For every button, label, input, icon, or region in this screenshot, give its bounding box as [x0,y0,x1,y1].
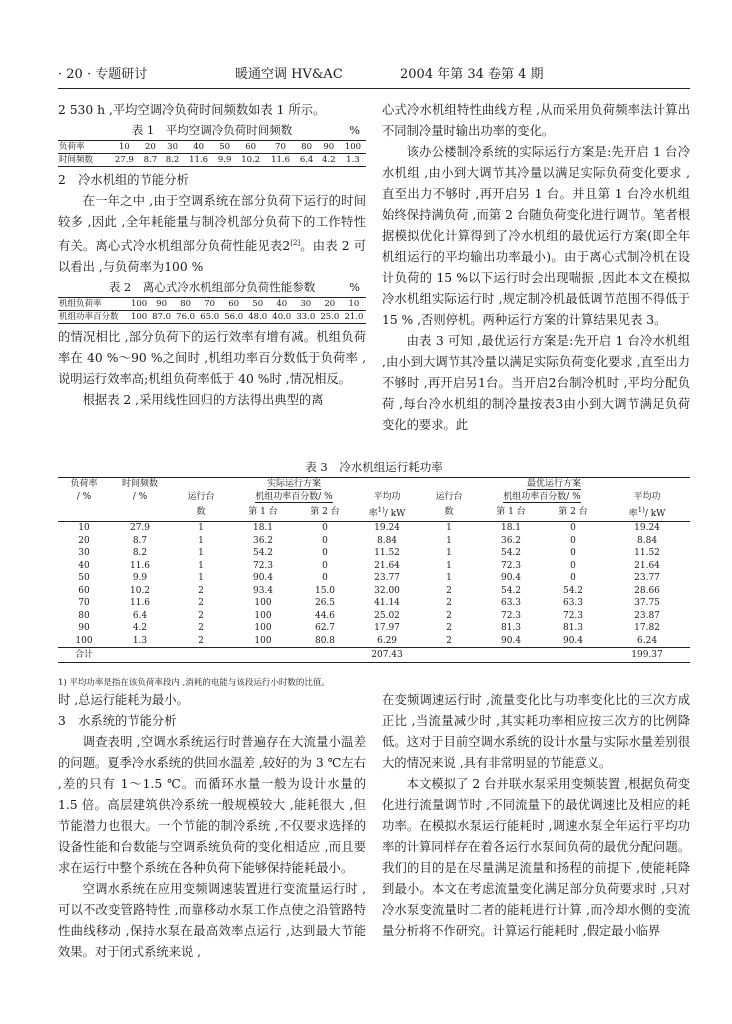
table-cell: 56.0 [222,311,246,324]
table-cell: 11.6 [184,154,214,167]
table-cell: 54.2 [500,585,522,596]
table-cell: 10 [342,298,366,311]
table-cell: 60 [222,298,246,311]
table3-header: 第 2 台 [542,504,604,522]
table-cell: 36.2 [500,535,522,546]
table3-header: 运行台 [187,492,215,502]
running-header [58,63,688,87]
table-cell: 100 [254,623,272,633]
table-cell: 100 [75,635,93,646]
table-cell: 4.2 [318,154,340,167]
table-cell: 20 [78,535,90,546]
table3-total-label: 合计 [58,648,110,663]
paragraph: 2 530 h ,平均空调冷负荷时间频数如表 1 所示。 [58,103,326,117]
table-cell: 70 [198,298,222,311]
table3-header: 率$^{1)}$/ kW [356,504,418,522]
table-cell: 21.0 [342,311,366,324]
table2 [58,297,366,324]
table-cell: 1 [446,548,452,558]
table-cell: 1 [446,523,452,533]
table-cell: 20 [318,298,342,311]
table-cell: 37.75 [634,598,660,608]
table-cell: 11.52 [374,548,400,558]
table-cell: 23.87 [634,610,660,621]
table-cell: 11.52 [634,548,660,558]
table-cell: 50 [78,573,90,583]
table-cell: 8.84 [376,535,398,546]
table-cell: 72.3 [562,610,584,621]
table-cell: 8.7 [139,154,161,167]
table-cell: 21.64 [634,560,660,571]
table-cell: 54.2 [500,548,522,558]
table-cell: 11.6 [129,560,151,571]
table-cell: 1 [198,523,204,533]
section-heading: 3 水系统的节能分析 [58,714,177,728]
table-cell: 2 [198,598,204,608]
table-row [58,585,690,598]
table-cell: 100 [254,635,272,646]
table1-row [58,154,366,167]
table-cell: 0 [322,523,328,533]
table3-footnote: 1) 平均功率是指在该负荷率段内 ,消耗的电能与该段运行小时数的比值。 [58,678,330,688]
table-row [58,572,690,585]
table1-row [58,141,366,154]
table-cell: 26.5 [314,598,336,608]
table-cell: 100 [254,598,272,608]
table3-header: 平均功 [373,492,401,502]
table-cell: 18.1 [500,523,522,533]
table-cell: 15.0 [314,585,336,596]
table-cell: 80 [78,610,90,621]
table-cell: 23.77 [634,573,660,583]
table-cell: 81.3 [500,623,522,633]
table-cell: 25.0 [318,311,342,324]
table3-header: 负荷率 [58,478,110,492]
table-cell: 40 [78,560,90,571]
table-cell: 30 [78,548,90,558]
table3-wrapper [58,477,690,663]
issue-info: 2004 年第 34 卷第 4 期 [400,67,544,82]
table-cell: 60 [78,585,90,596]
table-cell: 1 [198,573,204,583]
table-cell: 0 [322,573,328,583]
table-cell: 6.24 [637,635,658,646]
table-cell: 90.4 [562,635,584,646]
row-label: 时间频数 [58,154,109,167]
section-heading: 2 冷水机组的节能分析 [58,173,189,187]
table-cell: 2 [446,585,452,596]
table-cell: 30 [294,298,318,311]
table-cell: 28.66 [634,585,660,596]
table3-total-actual: 207.43 [356,648,418,663]
table-cell: 54.2 [252,548,274,558]
table-cell: 90.4 [500,573,522,583]
table-cell: 100 [129,311,150,324]
left-column-top [58,100,366,411]
table-cell: 65.0 [198,311,222,324]
table3-header: 实际运行方案 [267,479,322,489]
table-cell: 8.2 [161,154,183,167]
table-cell: 80.8 [314,635,336,646]
table-cell: 27.9 [109,154,139,167]
table-cell: 2 [446,635,452,646]
table-cell: 60 [236,141,266,154]
table-cell: 0 [570,535,576,546]
table-row [58,535,690,548]
table-cell: 76.0 [174,311,198,324]
table-cell: 63.3 [562,598,584,608]
table-cell: 90.4 [252,573,274,583]
table-cell: 1 [198,535,204,546]
table-cell: 9.9 [132,573,148,583]
table-cell: 90 [150,298,174,311]
table-cell: 21.64 [374,560,400,571]
table-cell: 23.77 [374,573,400,583]
table-cell: 2 [198,623,204,633]
table-row [58,610,690,623]
table3-header: 最优运行方案 [527,479,582,489]
table3-header: 数 [418,504,480,522]
table-cell: 90.4 [500,635,522,646]
paragraph: 调查表明 ,空调水系统运行时普遍存在大流量小温差的问题。夏季冷水系统的供回水温差 ,较好的为 3 ℃左右 ,差的只有 1～1.5 ℃。而循环水量一般为设计水量的 1.5 倍。高层建筑供冷系统一般规模较大 ,能耗很大 ,但节能潜力也很大。一个节能的制冷系统 ,不仅要求选择的设备性能和台数能与空调系统负荷的变化相适应 ,而且要求在运行中整个系统在各种负荷下能够保持能耗最小。 [58,735,366,875]
table-cell: 19.24 [634,523,660,533]
table2-caption: 表 2 离心式冷水机组部分负荷性能参数 % [108,280,360,295]
table-cell: 100 [254,610,272,621]
table-cell: 40 [270,298,294,311]
table-cell: 87.0 [150,311,174,324]
paragraph: 在变频调速运行时 ,流量变化比与功率变化比的三次方成正比 ,当流量减少时 ,其实耗功率相应按三次方的比例降低。这对于目前空调水系统的设计水量与实际水量差别很大的情况来说 ,具有非常明显的节能意义。 [382,693,690,770]
table-cell: 1.3 [132,635,148,646]
table3-total-opt: 199.37 [604,648,690,663]
table-cell: 2 [198,635,204,646]
table-cell: 93.4 [252,585,274,596]
paragraph: 由表 3 可知 ,最优运行方案是:先开启 1 台冷水机组 ,由小到大调节其冷量以满足实际负荷变化要求 ,直至出力不够时 ,再开启另1台。当开启2台制冷机时 ,平均分配负荷 ,每台冷水机组的制冷量按表3由小到大调节满足负荷变化的要求。此 [382,334,690,432]
table-cell: 41.14 [374,598,400,608]
table-cell: 11.6 [129,598,151,608]
table-cell: 70 [266,141,296,154]
paragraph: 的情况相比 ,部分负荷下的运行效率有增有减。机组负荷率在 40 %～90 %之间时 ,机组功率百分数低于负荷率 ,说明运行效率高;机组负荷率低于 40 %时 ,情况相反。 [58,330,366,387]
table3-header: 机组功率百分数/ % [503,492,581,502]
paragraph: 本文模拟了 2 台并联水泵采用变频装置 ,根据负荷变化进行流量调节时 ,不同流量下的最优调速比及相应的耗功率。在模拟水泵运行能耗时 ,调速水泵全年运行平均功率的计算同样存在着各运行水泵间负荷的最优分配问题。我们的目的是在尽量满足流量和扬程的前提下 ,使能耗降到最小。本文在考虑流量变化满足部分负荷要求时 ,只对冷水泵变流量时二者的能耗进行计算 ,而冷却水侧的变流量分析将不作研究。计算运行能耗时 ,假定最小临界 [382,777,690,938]
table-cell: 10 [109,141,139,154]
table-cell: 80 [296,141,318,154]
table-cell: 6.4 [296,154,318,167]
table-cell: 19.24 [374,523,400,533]
table3-header: 机组功率百分数/ % [255,492,333,502]
paragraph: 时 ,总运行能耗为最小。 [58,693,189,707]
table-cell: 0 [322,560,328,571]
table-cell: 2 [446,610,452,621]
table-cell: 2 [446,598,452,608]
table-cell: 72.3 [252,560,274,571]
table-cell: 1.3 [340,154,366,167]
table-cell: 50 [246,298,270,311]
table-cell: 100 [129,298,150,311]
paragraph: 根据表 2 ,采用线性回归的方法得出典型的离 [82,393,324,408]
table-cell: 0 [570,560,576,571]
table-cell: 0 [322,548,328,558]
table-row [58,622,690,635]
table-cell: 27.9 [129,523,151,533]
right-column-top [382,100,690,436]
table3-header: 运行台 [435,492,463,502]
table-cell: 36.2 [252,535,274,546]
table-row [58,560,690,573]
table-cell: 10 [78,523,90,533]
table-cell: 9.9 [214,154,236,167]
table2-row [58,298,366,311]
table-cell: 6.29 [376,635,398,646]
table-cell: 50 [214,141,236,154]
paragraph: 该办公楼制冷系统的实际运行方案是:先开启 1 台冷水机组 ,由小到大调节其冷量以满足实际负荷变化要求 ,直至出力不够时 ,再开启另 1 台。并且第 1 台冷水机组始终保持满负荷 ,而第 2 台随负荷变化进行调节。笔者根据模拟优化计算得到了冷水机组的最优运行方案(即全年机组运行的平均输出功率最小)。由于离心式制冷机在设计负荷的 15 %以下运行时会出现喘振 ,因此本文在模拟冷水机组实际运行时 ,规定制冷机最低调节范围不得低于15 % ,否则停机。两种运行方案的计算结果见表 3。 [382,145,690,327]
header-rule [58,88,690,89]
table-cell: 2 [198,610,204,621]
table-cell: 1 [446,560,452,571]
table-cell: 10.2 [129,585,151,596]
table-cell: 18.1 [252,523,274,533]
page-number-section: · 20 · 专题研讨 [58,67,148,82]
table-cell: 90 [78,623,90,633]
table-cell: 80 [174,298,198,311]
table3 [58,477,690,663]
table-cell: 1 [446,573,452,583]
table3-header: 时间频数 [110,478,170,492]
table-cell: 8.2 [132,548,148,558]
table-cell: 0 [322,535,328,546]
table-cell: 1 [198,560,204,571]
left-column-bottom [58,690,366,963]
table-row [58,635,690,648]
table-cell: 17.82 [634,623,660,633]
table3-header: / % [76,492,92,502]
table3-header: 第 2 台 [294,504,356,522]
table-cell: 8.84 [637,535,658,546]
table-cell: 54.2 [562,585,584,596]
table-cell: 20 [139,141,161,154]
table-cell: 11.6 [266,154,296,167]
table-cell: 1 [198,548,204,558]
table-cell: 72.3 [500,560,522,571]
table2-row [58,311,366,324]
table-cell: 6.4 [132,610,148,621]
table-cell: 25.02 [374,610,400,621]
table-cell: 100 [340,141,366,154]
table-cell: 33.0 [294,311,318,324]
journal-name: 暖通空调 HV&AC [235,67,343,82]
table-cell: 62.7 [314,623,336,633]
table-cell: 40.0 [270,311,294,324]
row-label: 机组负荷率 [58,298,129,311]
table-cell: 17.97 [374,623,400,633]
table-cell: 8.7 [132,535,148,546]
table3-header: 平均功 [633,492,661,502]
table-cell: 90 [318,141,340,154]
table-row [58,522,690,535]
table-cell: 32.00 [374,585,400,596]
table-cell: 0 [570,548,576,558]
table-cell: 63.3 [500,598,522,608]
table-cell: 10.2 [236,154,266,167]
table3-header: 第 1 台 [232,504,294,522]
table-cell: 0 [570,523,576,533]
table-cell: 1 [446,535,452,546]
table3-header: 率$^{1)}$/ kW [604,504,690,522]
paragraph: 心式冷水机组特性曲线方程 ,从而采用负荷频率法计算出不同制冷量时输出功率的变化。 [382,103,690,138]
table-cell: 4.2 [132,623,148,633]
table-cell: 2 [446,623,452,633]
table3-caption: 表 3 冷水机组运行耗功率 [305,460,443,474]
table3-header: / % [132,492,148,502]
table-cell: 30 [161,141,183,154]
table-cell: 40 [184,141,214,154]
paragraph: 在一年之中 ,由于空调系统在部分负荷下运行的时间较多 ,因此 ,全年耗能量与制冷机部分负荷下的工作特性有关。离心式冷水机组部分负荷性能见表2[2]。由表 2 可以看出 ,与负荷率为100 % [58,194,366,275]
table3-header: 数 [170,504,232,522]
row-label: 负荷率 [58,141,109,154]
table-row [58,547,690,560]
table-cell: 2 [198,585,204,596]
table-cell: 72.3 [500,610,522,621]
paragraph: 空调水系统在应用变频调速装置进行变流量运行时 ,可以不改变管路特性 ,而靠移动水泵工作点使之沿管路特性曲线移动 ,保持水泵在最高效率点运行 ,达到最大节能效果。对于闭式系统来说 , [58,882,366,959]
table-cell: 81.3 [562,623,584,633]
table-cell: 44.6 [314,610,336,621]
right-column-bottom [382,690,690,942]
table-cell: 0 [570,573,576,583]
table3-header: 第 1 台 [480,504,542,522]
table-row [58,597,690,610]
table-cell: 48.0 [246,311,270,324]
table1-caption: 表 1 平均空调冷负荷时间频数 % [131,123,360,137]
row-label: 机组功率百分数 [58,311,129,324]
table-cell: 70 [78,598,90,608]
table1 [58,140,366,167]
